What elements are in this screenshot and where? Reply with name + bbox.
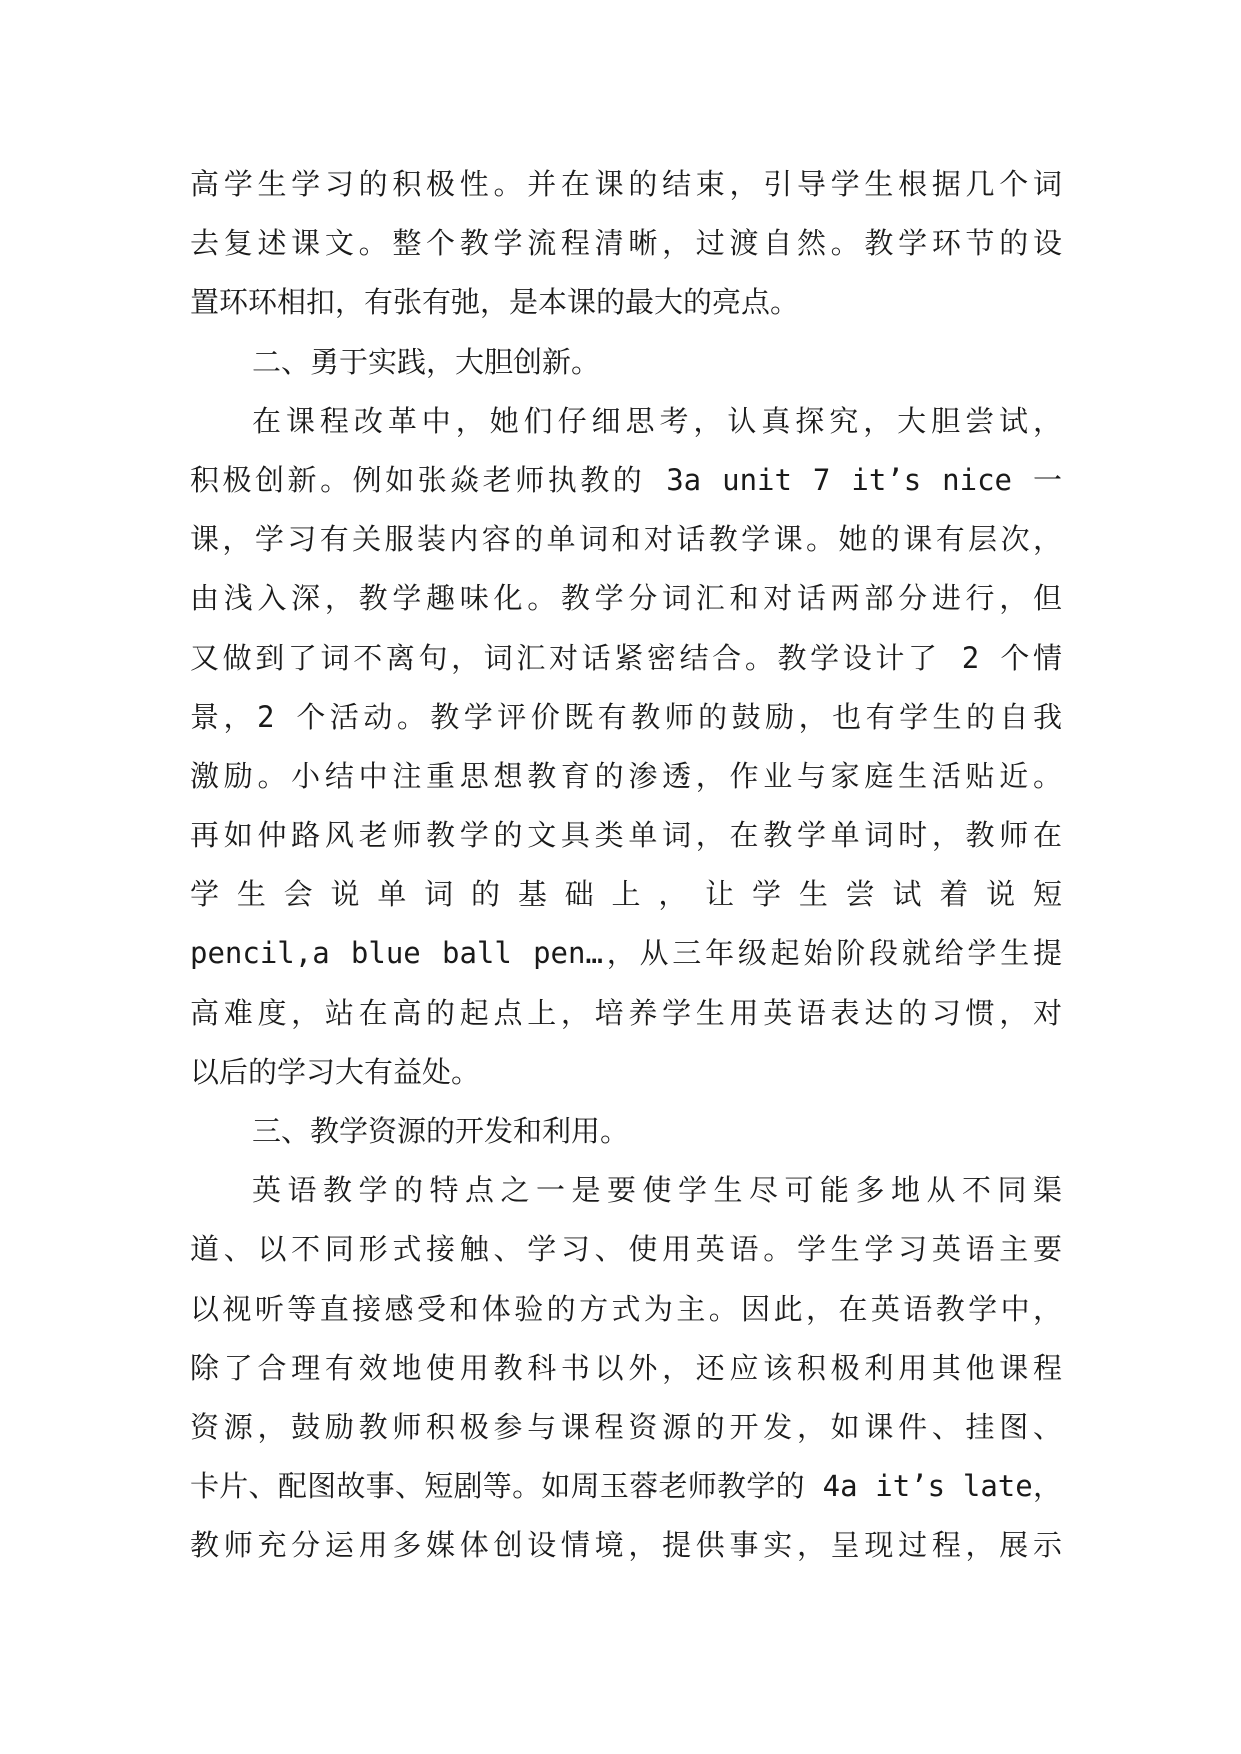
section-heading: 二、勇于实践，大胆创新。 (252, 344, 601, 379)
document-body (190, 155, 1062, 1576)
text-line: 高难度，站在高的起点上，培养学生用英语表达的习惯，对 (190, 995, 1062, 1030)
text-line: 高学生学习的积极性。并在课的结束，引导学生根据几个词 (190, 167, 1062, 201)
text-line: 除了合理有效地使用教科书以外，还应该积极利用其他课程 (190, 1350, 1062, 1385)
section-heading: 三、教学资源的开发和利用。 (252, 1114, 630, 1148)
text-line: 积极创新。例如张焱老师执教的 3a unit 7 it’s nice 一 (190, 462, 1062, 497)
text-line: 去复述课文。整个教学流程清晰，过渡自然。教学环节的设 (190, 226, 1062, 261)
text-line: 教师充分运用多媒体创设情境，提供事实，呈现过程，展示 (190, 1528, 1062, 1563)
text-line: 课，学习有关服装内容的单词和对话教学课。她的课有层次， (190, 522, 1062, 557)
text-line: pencil,a blue ball pen…，从三年级起始阶段就给学生提 (190, 936, 1062, 971)
text-line: 在课程改革中，她们仔细思考，认真探究，大胆尝试， (252, 403, 1062, 438)
text-line: 置环环相扣，有张有弛，是本课的最大的亮点。 (190, 285, 800, 320)
text-line: 卡片、配图故事、短剧等。如周玉蓉老师教学的 4a it’s late， (190, 1469, 1062, 1504)
text-line: 景，2 个活动。教学评价既有教师的鼓励，也有学生的自我 (190, 699, 1062, 734)
text-line: 道、以不同形式接触、学习、使用英语。学生学习英语主要 (190, 1232, 1062, 1267)
text-line: 由浅入深，教学趣味化。教学分词汇和对话两部分进行，但 (190, 581, 1062, 616)
text-line: 资源，鼓励教师积极参与课程资源的开发，如课件、挂图、 (190, 1409, 1062, 1444)
text-line: 以后的学习大有益处。 (190, 1054, 481, 1089)
text-line: 英语教学的特点之一是要使学生尽可能多地从不同渠 (252, 1173, 1062, 1208)
text-line: 又做到了词不离句，词汇对话紧密结合。教学设计了 2 个情 (190, 640, 1062, 675)
text-line: 再如仲路风老师教学的文具类单词，在教学单词时，教师在 (190, 818, 1062, 853)
text-line: 以视听等直接感受和体验的方式为主。因此，在英语教学中， (190, 1291, 1062, 1326)
text-line: 学 生 会 说 单 词 的 基 础 上 ， 让 学 生 尝 试 着 说 短 (190, 877, 1062, 912)
text-line: 激励。小结中注重思想教育的渗透，作业与家庭生活贴近。 (190, 758, 1062, 793)
